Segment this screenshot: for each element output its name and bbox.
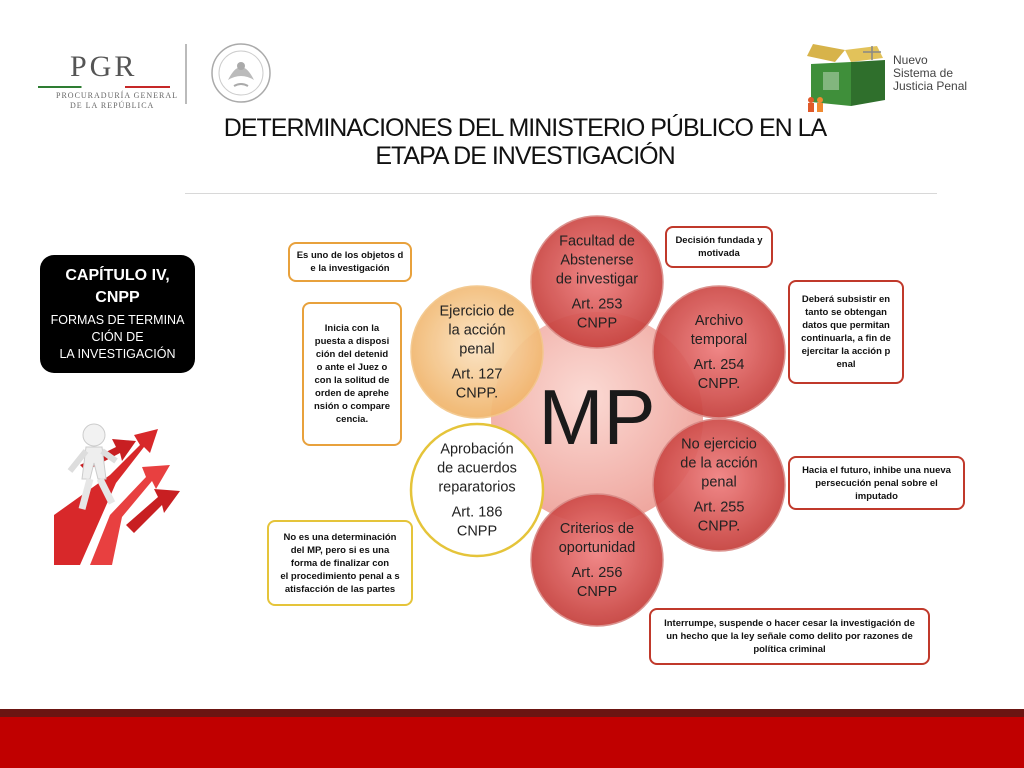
node-article-no-ejercicio: Art. 255 <box>693 499 745 516</box>
node-circle-criterios <box>531 494 663 626</box>
callout-line: o ante el Juez o <box>316 362 388 373</box>
node-label-criterios: Criterios de <box>559 521 635 537</box>
pgr-letters: PGR <box>70 50 138 83</box>
callout-interrumpe <box>649 608 930 665</box>
node-label-no-ejercicio: penal <box>701 474 737 491</box>
node-article-facultad: CNPP <box>576 315 618 332</box>
callout-decision <box>665 226 773 268</box>
callout-line: puesta a disposi <box>314 336 390 347</box>
callout-line: e la investigación <box>310 263 390 274</box>
callout-line: con la solitud de <box>314 375 390 386</box>
mp-center-label: MP <box>538 373 656 461</box>
node-article-archivo: Art. 254 <box>693 357 745 373</box>
callout-line: del MP, pero si es una <box>290 544 390 556</box>
callout-line: Deberá subsistir en <box>801 294 891 305</box>
node-label-aprobacion: reparatorios <box>438 479 516 496</box>
callout-line: el procedimiento penal a s <box>280 570 400 582</box>
node-label-ejercicio: la acción <box>448 322 506 339</box>
pgr-subtitle-2: DE LA REPÚBLICA <box>70 101 155 110</box>
callout-line: Interrumpe, suspende o hacer cesar la investigación de <box>664 618 915 629</box>
node-article-facultad: Art. 253 <box>571 296 623 313</box>
node-article-ejercicio: CNPP. <box>455 385 499 402</box>
callout-line: forma de finalizar con <box>290 557 390 569</box>
title-line-2: ETAPA DE INVESTIGACIÓN <box>375 142 675 170</box>
callout-line: No es una determinación <box>283 531 397 543</box>
node-label-aprobacion: Aprobación <box>440 441 514 458</box>
callout-line: continuarla, a fin de <box>801 333 891 344</box>
footer-stripe <box>0 709 1024 717</box>
pgr-subtitle-1: PROCURADURÍA GENERAL <box>56 91 179 100</box>
node-label-facultad: Abstenerse <box>560 252 634 269</box>
node-label-aprobacion: de acuerdos <box>437 460 517 477</box>
node-label-ejercicio: Ejercicio de <box>439 303 515 320</box>
callout-line: enal <box>836 359 856 370</box>
nsjp-line-2: Sistema de <box>893 66 954 80</box>
node-label-ejercicio: penal <box>459 341 495 358</box>
callout-line: Inicia con la <box>324 323 380 334</box>
node-article-criterios: CNPP <box>576 584 618 600</box>
node-article-archivo: CNPP. <box>697 376 741 392</box>
callout-line: Decisión fundada y <box>675 235 763 246</box>
node-article-aprobacion: Art. 186 <box>451 504 503 521</box>
callout-line: motivada <box>698 248 740 259</box>
callout-line: ejercitar la acción p <box>801 346 891 357</box>
callout-line: persecución penal sobre el <box>815 477 938 489</box>
footer-bar <box>0 717 1024 768</box>
node-label-archivo: Archivo <box>694 313 744 329</box>
callout-line: orden de aprehe <box>315 388 389 399</box>
nsjp-line-1: Nuevo <box>893 53 928 67</box>
node-circle-archivo <box>653 286 785 418</box>
callout-line: ción del detenid <box>315 349 389 360</box>
title-line-1: DETERMINACIONES DEL MINISTERIO PÚBLICO EN LA <box>223 114 827 142</box>
callout-line: Hacia el futuro, inhibe una nueva <box>802 464 951 476</box>
chapter-title-line-1: CAPÍTULO IV, <box>65 267 170 284</box>
callout-line: nsión o compare <box>313 401 390 412</box>
chapter-sub-line-1: FORMAS DE TERMINA <box>50 313 185 327</box>
node-article-aprobacion: CNPP <box>456 523 498 540</box>
callout-line: cencia. <box>335 414 369 425</box>
callout-line: un hecho que la ley señale como delito por razones de <box>666 631 913 642</box>
node-label-criterios: oportunidad <box>558 540 636 556</box>
chapter-sub-line-2: CIÓN DE <box>91 330 144 344</box>
callout-line: tanto se obtengan <box>805 307 887 318</box>
callout-line: imputado <box>855 490 898 502</box>
nsjp-line-3: Justicia Penal <box>893 79 968 93</box>
callout-line: atisfacción de las partes <box>284 583 396 595</box>
callout-line: política criminal <box>753 644 826 655</box>
node-article-criterios: Art. 256 <box>571 565 623 581</box>
callout-line: datos que permitan <box>802 320 890 331</box>
node-article-ejercicio: Art. 127 <box>451 366 503 383</box>
callout-line: Es uno de los objetos d <box>296 250 404 261</box>
node-label-archivo: temporal <box>690 332 748 348</box>
callout-subsistir <box>788 280 904 384</box>
callout-inicia <box>302 302 402 446</box>
callout-objetos <box>288 242 412 282</box>
node-label-facultad: de investigar <box>555 271 639 288</box>
node-label-facultad: Facultad de <box>559 233 635 250</box>
callout-no-es <box>267 520 413 606</box>
node-label-no-ejercicio: de la acción <box>680 455 758 472</box>
chapter-title-line-2: CNPP <box>95 289 140 306</box>
node-label-no-ejercicio: No ejercicio <box>681 436 757 453</box>
chapter-sub-line-3: LA INVESTIGACIÓN <box>59 347 176 361</box>
callout-futuro <box>788 456 965 510</box>
node-article-no-ejercicio: CNPP. <box>697 518 741 535</box>
